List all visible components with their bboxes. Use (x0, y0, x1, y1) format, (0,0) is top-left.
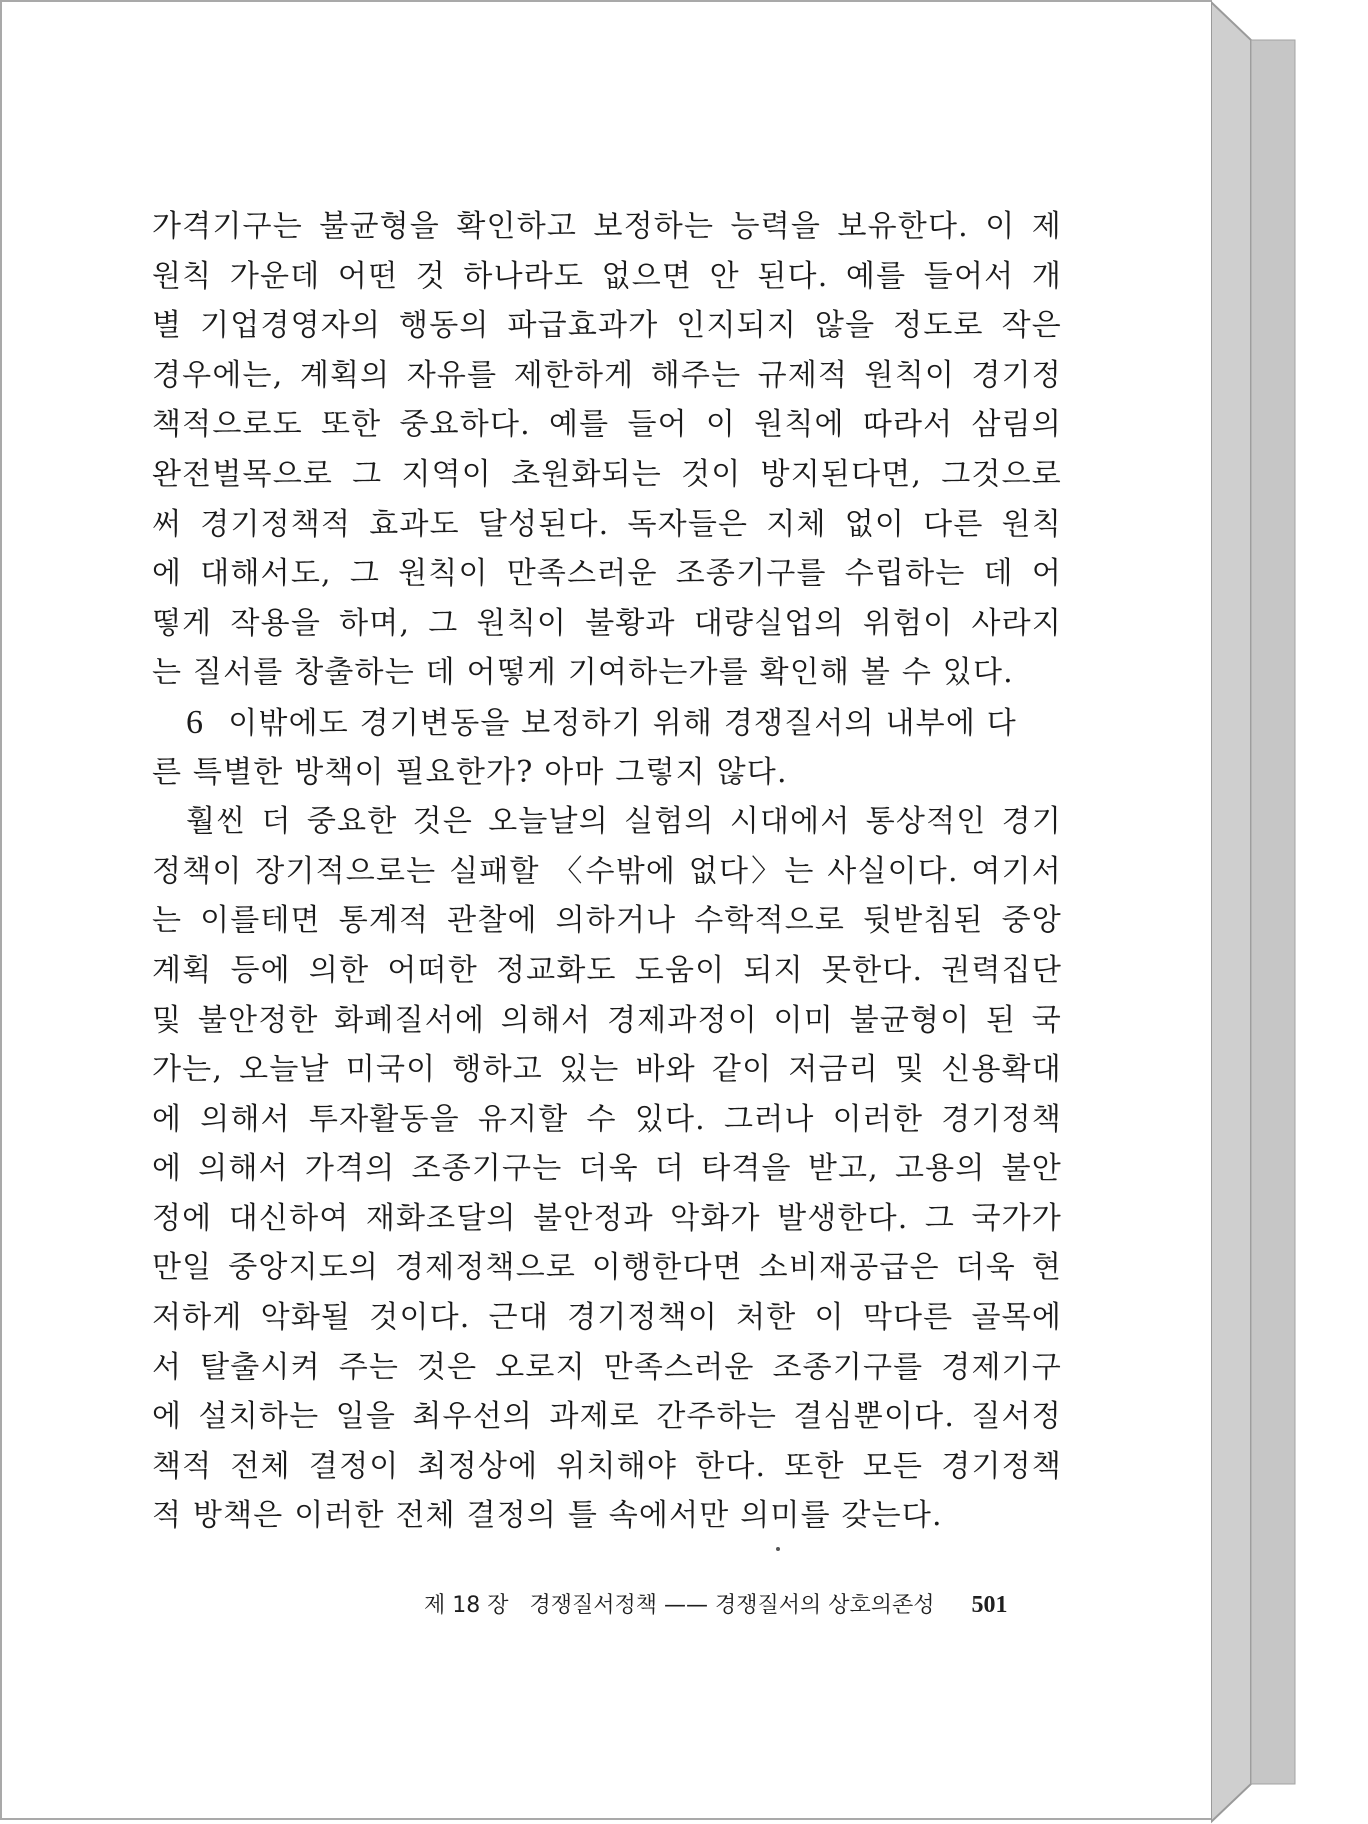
text-line: 책적 전체 결정이 최정상에 위치해야 한다. 또한 모든 경기정책 (152, 1448, 1062, 1484)
text-line: 가격기구는 불균형을 확인하고 보정하는 능력을 보유한다. 이 제 (152, 209, 1062, 244)
page-number: 501 (971, 1592, 1008, 1618)
text-line: 서 탈출시켜 주는 것은 오로지 만족스러운 조종기구를 경제기구 (152, 1349, 1062, 1385)
text-line: 계획 등에 의한 어떠한 정교화도 도움이 되지 못한다. 권력집단 (152, 952, 1062, 988)
text-line: 원칙 가운데 어떤 것 하나라도 없으면 안 된다. 예를 들어서 개 (152, 258, 1062, 294)
text-line: 만일 중앙지도의 경제정책으로 이행한다면 소비재공급은 더욱 현 (152, 1250, 1062, 1286)
text-line: 에 대해서도, 그 원칙이 만족스러운 조종기구를 수립하는 데 어 (152, 556, 1062, 592)
text-line: 완전벌목으로 그 지역이 초원화되는 것이 방지된다면, 그것으로 (152, 456, 1062, 492)
text-line: 및 불안정한 화폐질서에 의해서 경제과정이 이미 불균형이 된 국 (152, 1002, 1062, 1038)
text-line: 책적으로도 또한 중요하다. 예를 들어 이 원칙에 따라서 삼림의 (152, 407, 1062, 443)
text-line: 른 특별한 방책이 필요한가? 아마 그렇지 않다. (152, 754, 788, 790)
footer-chapter: 제 18 장 (424, 1593, 509, 1618)
text-line: 정책이 장기적으로는 실패할 〈수밖에 없다〉는 사실이다. 여기서 (152, 853, 1062, 889)
text-line: 정에 대신하여 재화조달의 불안정과 악화가 발생한다. 그 국가가 (152, 1200, 1062, 1236)
text-line: 이밖에도 경기변동을 보정하기 위해 경쟁질서의 내부에 다 (228, 705, 1017, 741)
text-line: 경우에는, 계획의 자유를 제한하게 해주는 규제적 원칙이 경기정 (152, 357, 1062, 393)
text-line: 에 의해서 가격의 조종기구는 더욱 더 타격을 받고, 고용의 불안 (152, 1151, 1062, 1187)
text-line: 별 기업경영자의 행동의 파급효과가 인지되지 않을 정도로 작은 (152, 308, 1062, 344)
text-line: 에 설치하는 일을 최우선의 과제로 간주하는 결심뿐이다. 질서정 (152, 1399, 1062, 1435)
text-line: 는 이를테면 통계적 관찰에 의하거나 수학적으로 뒷받침된 중앙 (152, 903, 1062, 939)
text-line: 는 질서를 창출하는 데 어떻게 기여하는가를 확인해 볼 수 있다. (152, 655, 1014, 691)
running-footer (424, 1587, 1008, 1623)
footer-title: 경쟁질서정책 —— 경쟁질서의 상호의존성 (529, 1593, 935, 1618)
text-line: 적 방책은 이러한 전체 결정의 틀 속에서만 의미를 갖는다. (152, 1498, 943, 1534)
text-line: 써 경기정책적 효과도 달성된다. 독자들은 지체 없이 다른 원칙 (152, 506, 1062, 542)
text-line: 저하게 악화될 것이다. 근대 경기정책이 처한 이 막다른 골목에 (152, 1300, 1062, 1336)
paragraph-6-first-line (152, 698, 1062, 748)
text-line: 떻게 작용을 하며, 그 원칙이 불황과 대량실업의 위험이 사라지 (152, 605, 1062, 641)
paragraph-number: 6 (186, 703, 205, 741)
print-speck (776, 1547, 780, 1551)
text-line: 가는, 오늘날 미국이 행하고 있는 바와 같이 저금리 및 신용확대 (152, 1052, 1062, 1088)
text-line: 에 의해서 투자활동을 유지할 수 있다. 그러나 이러한 경기정책 (152, 1101, 1062, 1137)
text-line: 훨씬 더 중요한 것은 오늘날의 실험의 시대에서 통상적인 경기 (186, 804, 1062, 840)
body-text (152, 202, 1062, 1541)
